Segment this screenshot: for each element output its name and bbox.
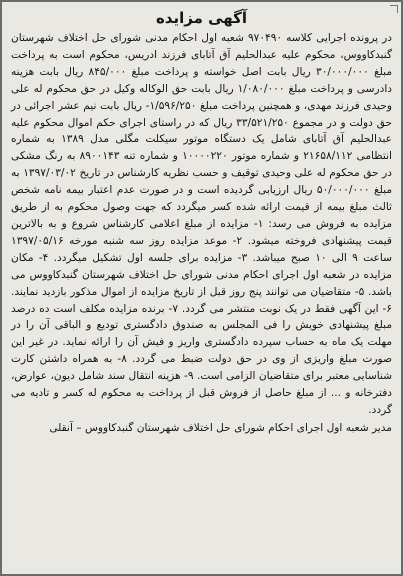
corner-mark xyxy=(390,5,398,13)
notice-title: آگهی مزایده xyxy=(155,9,248,27)
notice-signature: مدیر شعبه اول اجرای احکام شورای حل اختلاف شهرستان گنبدکاووس – آنقلی xyxy=(49,421,392,434)
notice-body: در پرونده اجرایی کلاسه ۹۷۰۴۹۰ شعبه اول احکام مدنی شورای حل اختلاف شهرستان گنبدکاووس، محکوم علیه عبدالحلیم آق آتابای فرزند ادریس، محکوم است به پرداخت مبلغ ۳۰/۰۰۰/۰۰۰ ریال بابت اصل خواسته و پرداخت مبلغ ۸۴۵/۰۰۰ ریال بابت هزینه دادرسی و پرداخت مبلغ ۱/۰۸۰/۰۰۰ ریال بابت حق الوکاله وکیل در حق محکوم له علی وحیدی فرزند مهدی، و همچنین پرداخت مبلغ ۱/۵۹۶/۲۵۰- ریال بابت نیم عشر اجرائی در حق دولت و در مجموع ۳۳/۵۲۱/۲۵۰ ریال که در راستای اجرای حکم اموال محکوم علیه عبدالحلیم آق آتابای شامل یک دستگاه موتور سیکلت مگلی مدل ۱۳۸۹ به شماره انتظامی ۲۱۶۵۸/۱۱۲ و شماره موتور ۱۰۰۰۰۲۲۰ و شماره تنه ۸۹۰۰۱۴۳ به رنگ مشکی در حق محکوم له علی وحیدی توقیف و حسب نظریه کارشناس در تاریخ ۱۳۹۷/۰۳/۰۲ به مبلغ ۵۰/۰۰۰/۰۰۰ ریال ارزیابی گردیده است و در صورت عدم اعتبار بیمه نامه شخص ثالث مبلغ بیمه از قیمت ارائه شده کسر میگردد که جهت وصول محکوم به از طریق مزایده به فروش می رسد: ۱- مزایده از مبلغ اعلامی کارشناس شروع و به بالاترین قیمت پیشنهادی فروخته میشود. ۲- موعد مزایده روز سه شنبه مورخه ۱۳۹۷/۰۵/۱۶ ساعت ۹ الی ۱۰ صبح میباشد. ۳- مزایده برای جلسه اول تشکیل میگردد. ۴- مکان مزایده در شعبه اول اجرای احکام مدنی شورای حل اختلاف شهرستان گنبدکاووس می باشد. ۵- متقاضیان می توانند پنج روز قبل از تاریخ مزایده از اموال مذکور بازدید نمایند. ۶- این آگهی فقط در یک نوبت منتشر می گردد. ۷- برنده مزایده مکلف است ده درصد مبلغ پیشنهادی خویش را فی المجلس به صندوق دادگستری تودیع و الباقی آن را در مهلت یک ماه به حساب سپرده دادگستری واریز و فیش آن را ارائه نماید. در غیر این صورت مبلغ واریزی از وی در حق دولت ضبط می گردد. ۸- به همراه داشتن کارت شناسایی معتبر برای متقاضیان الزامی است. ۹- هزینه انتقال سند شامل دیون، عوارض، دفترخانه و ... از مبلغ حاصل از فروش قبل از پرداخت به محکوم له کسر و تادیه می گردد. xyxy=(11,32,393,416)
